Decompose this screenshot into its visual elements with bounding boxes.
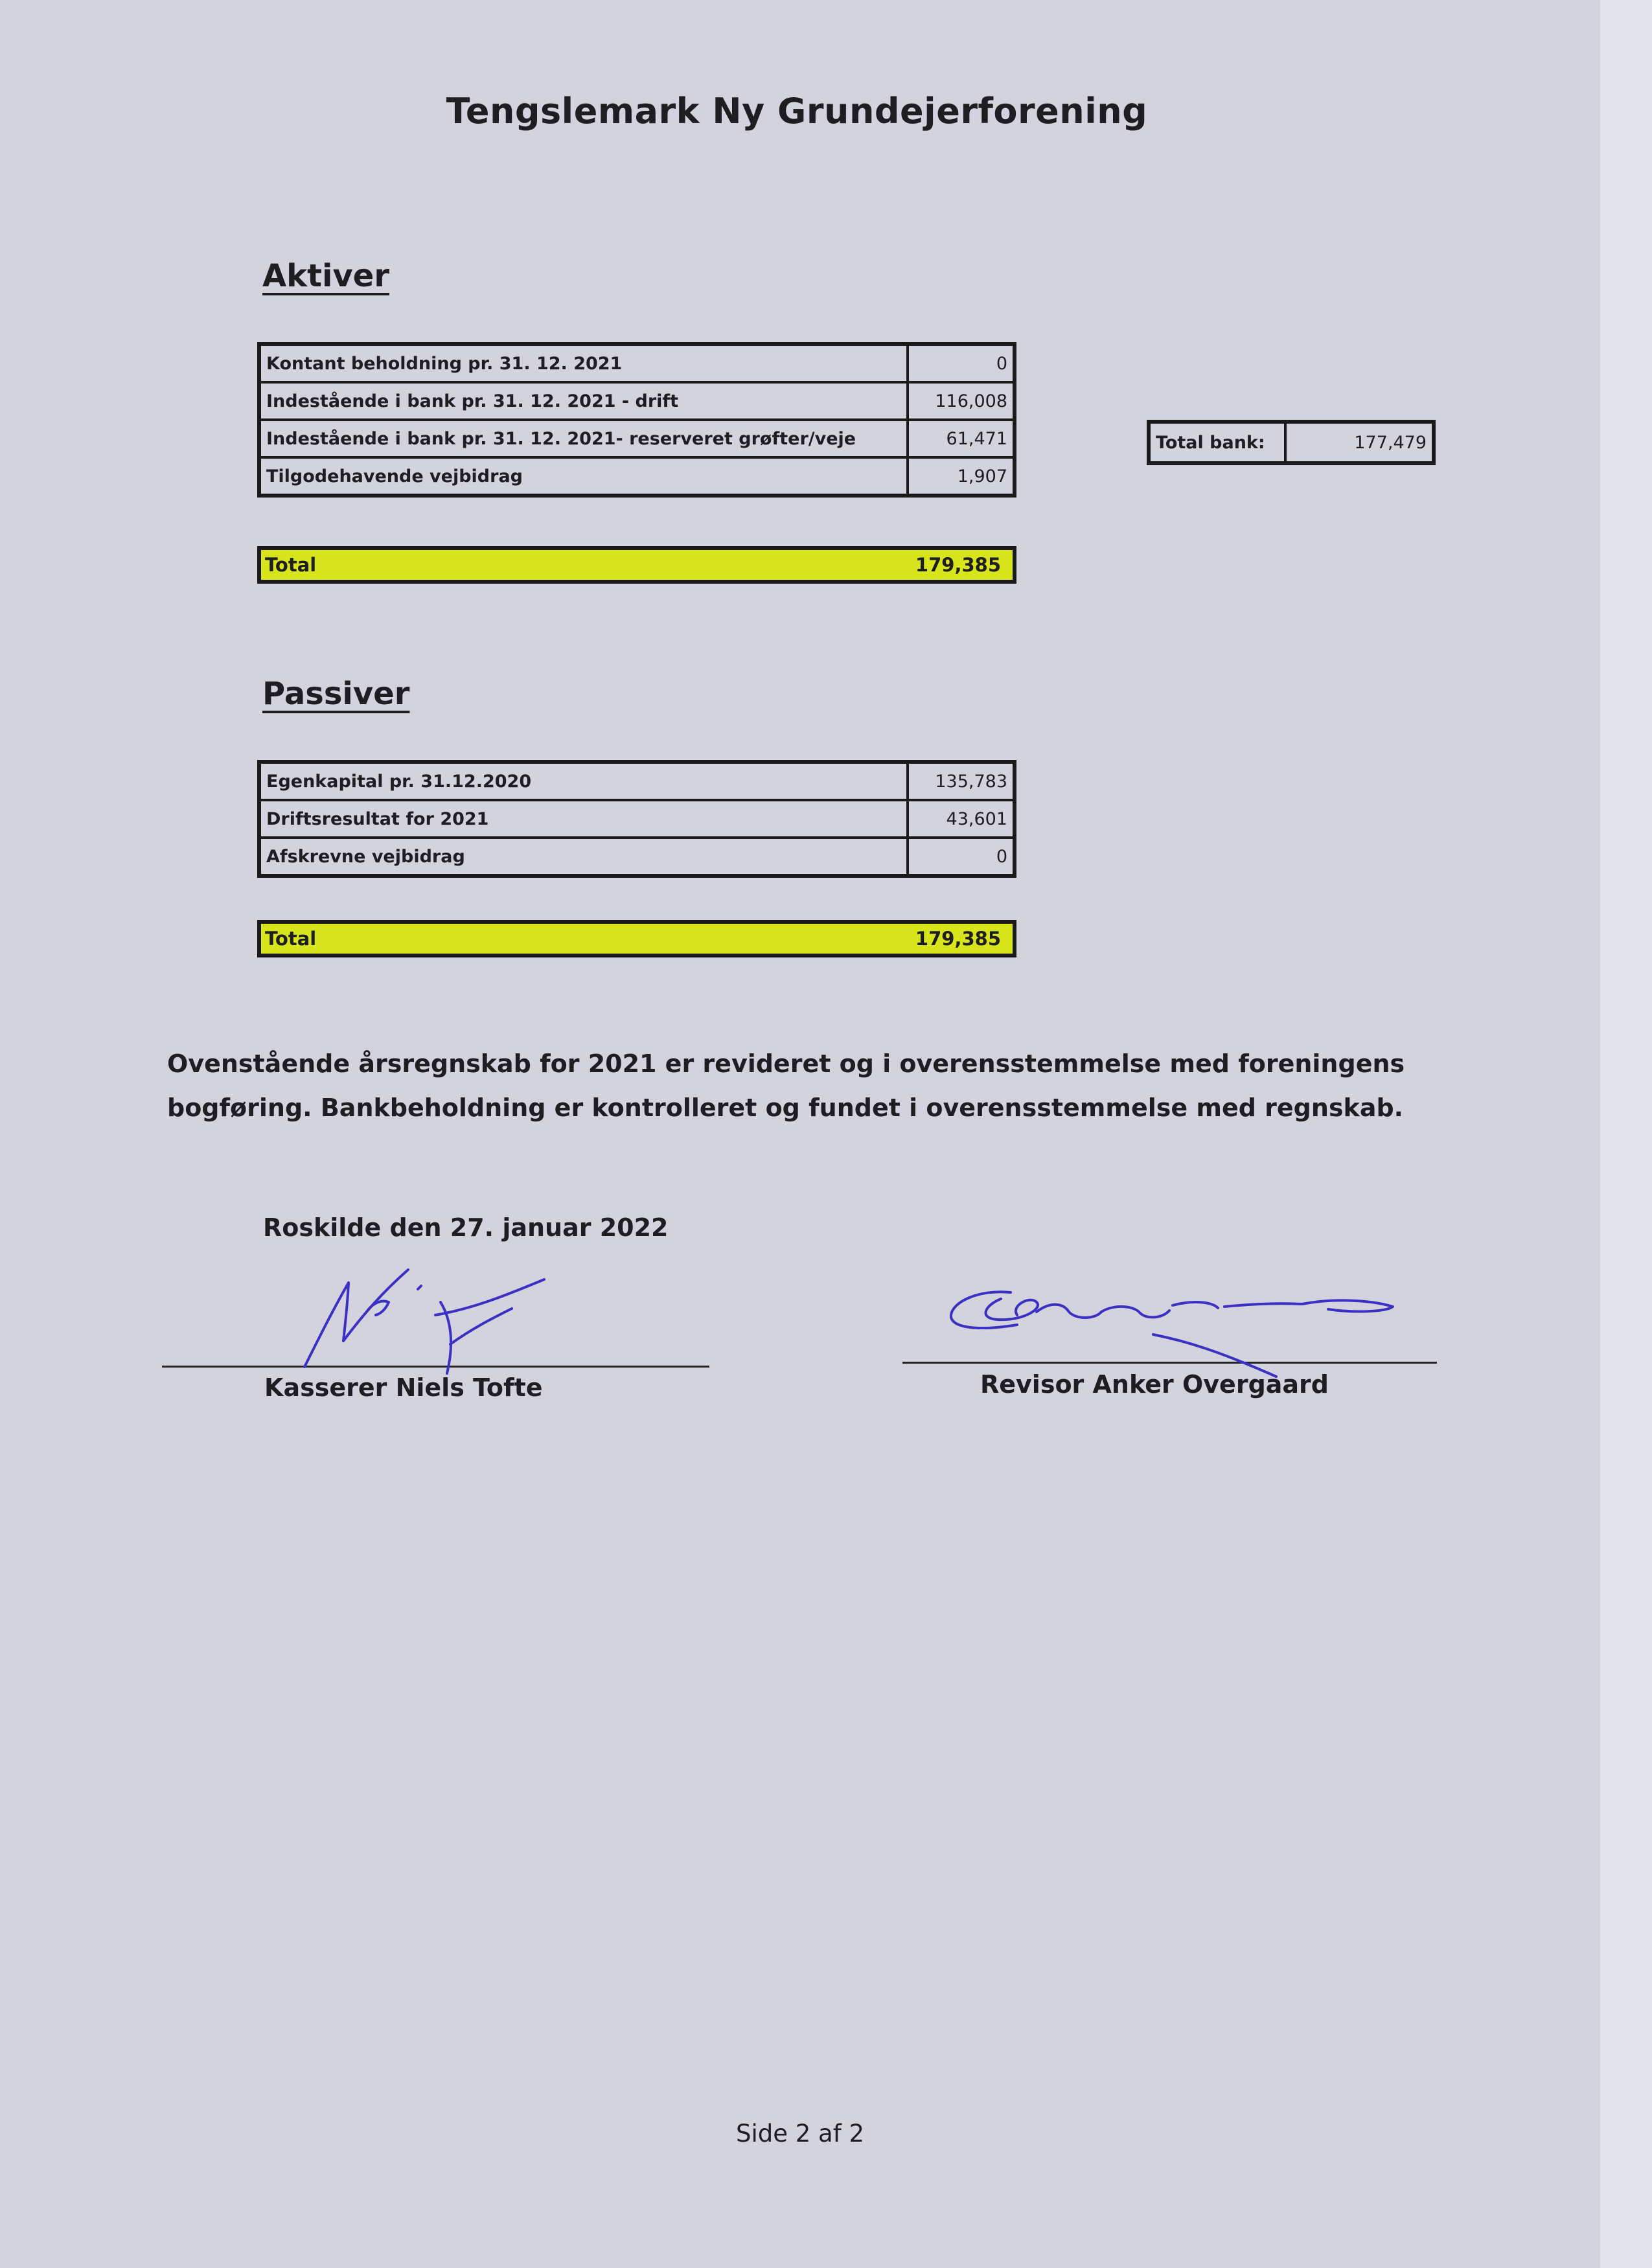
row-value: 0 bbox=[908, 344, 1015, 382]
row-value: 43,601 bbox=[908, 800, 1015, 838]
table-row bbox=[259, 420, 1015, 457]
passiver-total-label: Total bbox=[265, 928, 317, 950]
row-label: Tilgodehavende vejbidrag bbox=[259, 457, 908, 496]
table-row bbox=[1149, 422, 1434, 463]
row-value: 61,471 bbox=[908, 420, 1015, 457]
place-date: Roskilde den 27. januar 2022 bbox=[263, 1213, 669, 1242]
row-label: Indestående i bank pr. 31. 12. 2021 - drift bbox=[259, 382, 908, 420]
aktiver-total-bar bbox=[257, 546, 1016, 584]
passiver-total-value: 179,385 bbox=[915, 928, 1001, 950]
row-label: Driftsresultat for 2021 bbox=[259, 800, 908, 838]
table-row bbox=[259, 800, 1015, 838]
aktiver-total-label: Total bbox=[265, 554, 317, 576]
row-label: Indestående i bank pr. 31. 12. 2021- reserveret grøfter/veje bbox=[259, 420, 908, 457]
table-row bbox=[259, 457, 1015, 496]
row-label: Kontant beholdning pr. 31. 12. 2021 bbox=[259, 344, 908, 382]
aktiver-total-value: 179,385 bbox=[915, 554, 1001, 576]
table-row bbox=[259, 762, 1015, 800]
row-value: 0 bbox=[908, 838, 1015, 876]
signature-right-icon bbox=[939, 1279, 1406, 1383]
passiver-total-bar bbox=[257, 920, 1016, 957]
scan-edge bbox=[1600, 0, 1652, 2268]
total-bank-box bbox=[1147, 420, 1436, 465]
document-title: Tengslemark Ny Grundejerforening bbox=[446, 91, 1148, 132]
statement-line-2: bogføring. Bankbeholdning er kontrolleret og fundet i overensstemmelse med regnskab. bbox=[167, 1094, 1404, 1122]
row-value: 1,907 bbox=[908, 457, 1015, 496]
row-label: Afskrevne vejbidrag bbox=[259, 838, 908, 876]
row-label: Egenkapital pr. 31.12.2020 bbox=[259, 762, 908, 800]
page-footer: Side 2 af 2 bbox=[735, 2120, 865, 2148]
passiver-table bbox=[257, 760, 1016, 878]
row-value: 116,008 bbox=[908, 382, 1015, 420]
table-row bbox=[259, 838, 1015, 876]
table-row bbox=[259, 382, 1015, 420]
aktiver-table bbox=[257, 342, 1016, 498]
table-row bbox=[259, 344, 1015, 382]
signature-left-icon bbox=[285, 1257, 596, 1386]
statement-line-1: Ovenstående årsregnskab for 2021 er revideret og i overensstemmelse med foreningens bbox=[167, 1049, 1405, 1078]
row-value: 135,783 bbox=[908, 762, 1015, 800]
passiver-heading: Passiver bbox=[262, 676, 410, 712]
total-bank-value: 177,479 bbox=[1285, 422, 1434, 463]
aktiver-heading: Aktiver bbox=[262, 258, 389, 294]
total-bank-label: Total bank: bbox=[1149, 422, 1285, 463]
signature-left-name: Kasserer Niels Tofte bbox=[264, 1373, 543, 1402]
audit-statement bbox=[167, 1042, 1405, 1130]
signature-right-name: Revisor Anker Overgaard bbox=[980, 1370, 1329, 1399]
